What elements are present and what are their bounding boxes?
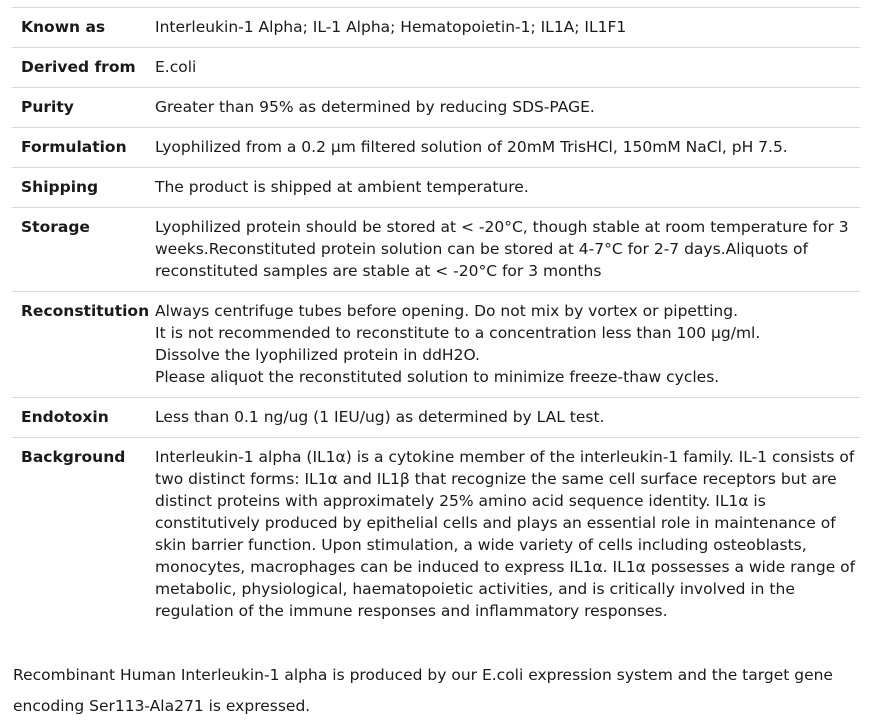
spec-label: Purity: [21, 98, 74, 116]
spec-value-line: E.coli: [155, 58, 197, 76]
spec-value-line: Less than 0.1 ng/ug (1 IEU/ug) as determined by LAL test.: [155, 408, 605, 426]
spec-value: [155, 398, 860, 438]
spec-value-line: It is not recommended to reconstitute to a concentration less than 100 μg/ml.: [155, 324, 761, 342]
spec-row-reconstitution: [12, 292, 860, 398]
spec-value-line: Dissolve the lyophilized protein in ddH2O.: [155, 346, 480, 364]
spec-label: Storage: [21, 218, 90, 236]
spec-label: Endotoxin: [21, 408, 109, 426]
spec-row-shipping: [12, 168, 860, 208]
spec-value: [155, 8, 860, 48]
spec-label: Derived from: [21, 58, 136, 76]
spec-label: Formulation: [21, 138, 127, 156]
spec-value-line: Please aliquot the reconstituted solution to minimize freeze-thaw cycles.: [155, 368, 720, 386]
spec-value: [155, 168, 860, 208]
spec-value-line: The product is shipped at ambient temperature.: [155, 178, 529, 196]
spec-label: Reconstitution: [21, 302, 150, 320]
spec-value: [155, 88, 860, 128]
spec-label: Background: [21, 448, 126, 466]
spec-value-line: Greater than 95% as determined by reducing SDS-PAGE.: [155, 98, 595, 116]
spec-row-derived-from: [12, 48, 860, 88]
product-spec-table: [12, 7, 860, 631]
spec-value: [155, 128, 860, 168]
spec-value: [155, 48, 860, 88]
spec-value-line: Lyophilized from a 0.2 μm filtered solution of 20mM TrisHCl, 150mM NaCl, pH 7.5.: [155, 138, 788, 156]
spec-value-line: Interleukin-1 Alpha; IL-1 Alpha; Hematopoietin-1; IL1A; IL1F1: [155, 18, 627, 36]
spec-value: [155, 438, 860, 632]
expression-note: Recombinant Human Interleukin-1 alpha is produced by our E.coli expression system and the target gene encoding Ser113-Ala271 is expressed.: [13, 665, 833, 715]
spec-row-background: [12, 438, 860, 632]
spec-row-endotoxin: [12, 398, 860, 438]
spec-row-storage: [12, 208, 860, 292]
spec-value-line: Always centrifuge tubes before opening. Do not mix by vortex or pipetting.: [155, 302, 738, 320]
spec-value: [155, 292, 860, 398]
spec-row-formulation: [12, 128, 860, 168]
spec-table-body: [12, 8, 860, 632]
spec-row-purity: [12, 88, 860, 128]
spec-label: Shipping: [21, 178, 99, 196]
spec-value: [155, 208, 860, 292]
spec-label: Known as: [21, 18, 106, 36]
spec-row-known-as: [12, 8, 860, 48]
spec-value-line: Interleukin-1 alpha (IL1α) is a cytokine member of the interleukin-1 family. IL-1 consists of two distinct forms: IL1α and IL1β that recognize the same cell surface receptors but are distinct proteins with approximately 25% amino acid sequence identity. IL1α is constitutively produced by epithelial cells and plays an essential role in maintenance of skin barrier function. Upon stimulation, a wide variety of cells including osteoblasts, monocytes, macrophages can be induced to express IL1α. IL1α possesses a wide range of metabolic, physiological, haematopoietic activities, and is critically involved in the regulation of the immune responses and inflammatory responses.: [155, 448, 856, 620]
spec-value-line: Lyophilized protein should be stored at < -20°C, though stable at room temperature for 3 weeks.Reconstituted protein solution can be stored at 4-7°C for 2-7 days.Aliquots of reconstituted samples are stable at < -20°C for 3 months: [155, 218, 849, 280]
